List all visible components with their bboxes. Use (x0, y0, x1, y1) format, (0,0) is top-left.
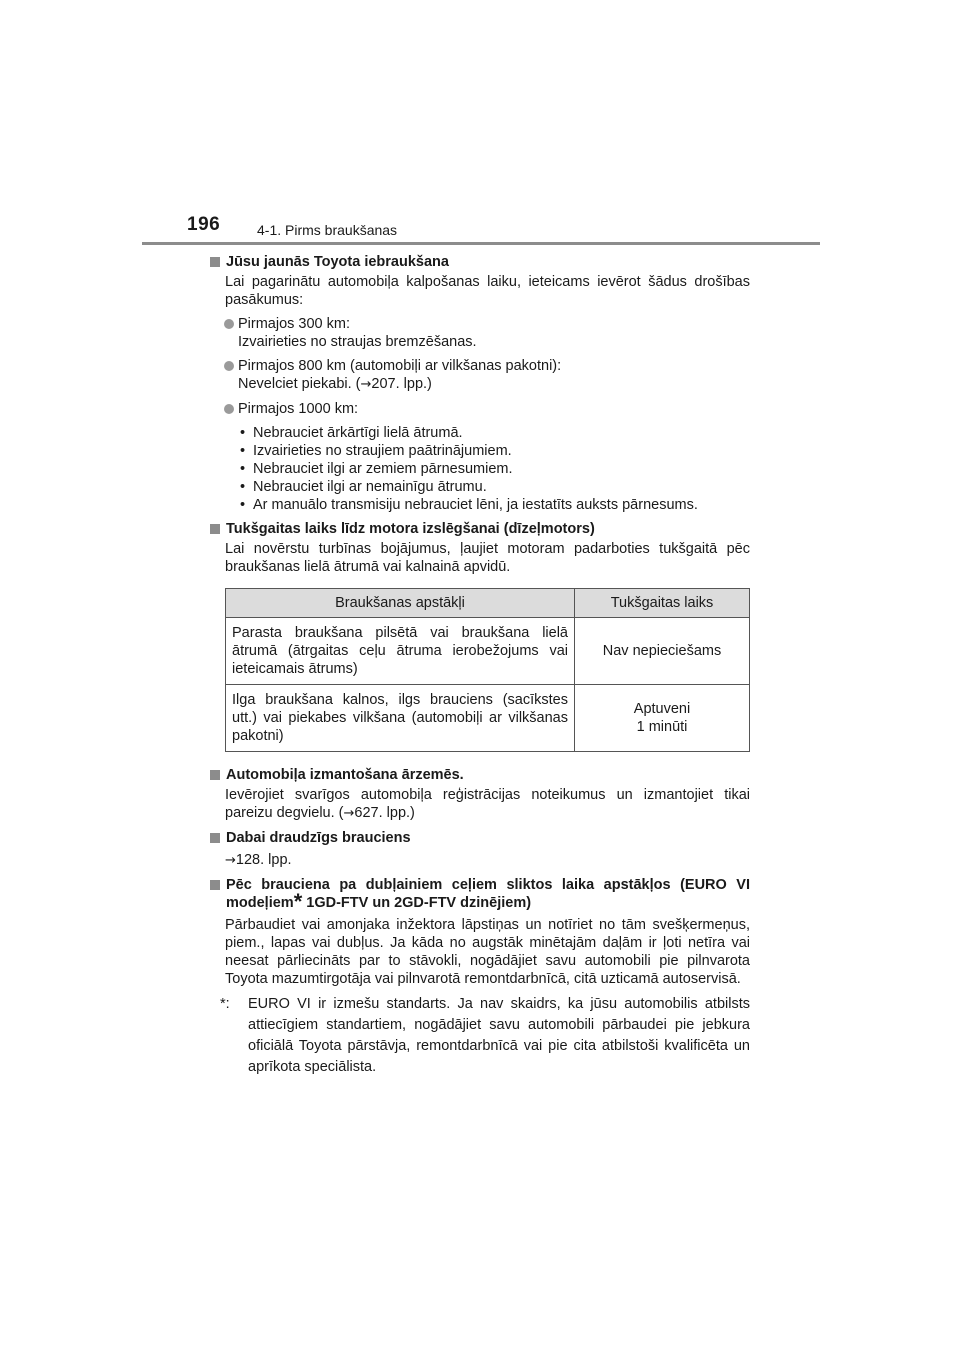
muddy-roads-body: Pārbaudiet vai amonjaka inžektora lāpstiņas un notīriet no tām svešķermeņus, piem., lapas vai dubļus. Ja kāda no augstāk minētajām daļām ir ļoti netīra vai neesat pārliecināts par to stāvokli, nogādājiet savu automobili pie pilnvarota Toyota mazumtirgotāja vai pilnvarotā remontdarbnīcā, citā uzticamā autoservisā. (225, 917, 750, 987)
square-bullet-icon (210, 524, 220, 534)
eco-driving-ref (210, 851, 750, 870)
cell-line: 1 minūti (636, 719, 688, 735)
heading-text: Dabai draudzīgs brauciens (226, 830, 411, 846)
sub-list (210, 424, 750, 514)
list-item: • Nebrauciet ilgi ar nemainīgu ātrumu. (240, 478, 750, 496)
bullet-line: Pirmajos 1000 km: (238, 401, 359, 417)
page-reference-link[interactable]: 128. lpp. (235, 852, 292, 868)
page-number: 196 (187, 214, 221, 235)
breaking-in-intro: Lai pagarinātu automobiļa kalpošanas laiku, ieteicams ievērot šādus drošības pasākumus: (225, 274, 750, 308)
footnote (210, 994, 750, 1078)
heading-breaking-in (210, 253, 750, 271)
heading-text: 1GD-FTV un 2GD-FTV dzinējiem) (302, 895, 532, 911)
square-bullet-icon (210, 833, 220, 843)
footnote-text: EURO VI ir izmešu standarts. Ja nav skaidrs, ka jūsu automobilis atbilsts attiecīgiem standartiem, nogādājiet savu automobili pārbaudei pie jebkura oficiālā Toyota pārstāvja, remontdarbnīcā vai pie cita atbilstoši kvalificēta un aprīkota speciālista. (248, 996, 750, 1075)
bullet-300km (210, 315, 750, 351)
idle-time-body: Lai novērstu turbīnas bojājumus, ļaujiet motoram padarboties tukšgaitā pēc braukšanas lielā ātrumā vai kalnainā apvidū. (225, 541, 750, 575)
header-divider (142, 242, 820, 245)
list-item: • Nebrauciet ārkārtīgi lielā ātrumā. (240, 424, 750, 442)
abroad-body (210, 786, 750, 823)
bullet-line: Izvairieties no straujas bremzēšanas. (238, 334, 477, 350)
circle-bullet-icon (224, 319, 234, 329)
asterisk-mark: * (293, 889, 303, 914)
bullet-800km (210, 357, 750, 394)
square-bullet-icon (210, 257, 220, 267)
heading-abroad (210, 766, 750, 784)
circle-bullet-icon (224, 361, 234, 371)
list-item: • Nebrauciet ilgi ar zemiem pārnesumiem. (240, 460, 750, 478)
heading-text: Pēc brauciena pa dubļainiem ceļiem sliktos laika apstākļos (EURO VI modeļiem (226, 877, 750, 911)
heading-eco-driving (210, 829, 750, 847)
footnote-mark: *: (220, 996, 230, 1012)
text: Ievērojiet svarīgos automobiļa reģistrācijas noteikumus un izmantojiet tikai pareizu degvielu. ( (225, 787, 750, 821)
bullet-line (238, 375, 750, 394)
list-item: • Izvairieties no straujiem paātrinājumiem. (240, 442, 750, 460)
arrow-right-icon: → (360, 377, 372, 392)
list-item: • Ar manuālo transmisiju nebrauciet lēni, ja iestatīts auksts pārnesums. (240, 496, 750, 514)
heading-text: Jūsu jaunās Toyota iebraukšana (226, 254, 449, 270)
table-row (226, 618, 750, 685)
section-label: 4-1. Pirms braukšanas (257, 222, 398, 238)
page-reference-link[interactable]: 207. lpp.) (371, 376, 432, 392)
circle-bullet-icon (224, 404, 234, 414)
table-cell (575, 685, 750, 752)
square-bullet-icon (210, 770, 220, 780)
heading-text: Tukšgaitas laiks līdz motora izslēgšanai (dīzeļmotors) (226, 521, 595, 537)
page-content (210, 253, 750, 1078)
table-cell: Ilga braukšana kalnos, ilgs brauciens (sacīkstes utt.) vai piekabes vilkšana (automobiļi ar vilkšanas pakotni) (226, 685, 575, 752)
bullet-line: Pirmajos 300 km: (238, 316, 351, 332)
square-bullet-icon (210, 880, 220, 890)
table-cell: Nav nepieciešams (575, 618, 750, 685)
table-row (226, 685, 750, 752)
column-header: Braukšanas apstākļi (226, 589, 575, 618)
table-header-row (226, 589, 750, 618)
bullet-1000km (210, 400, 750, 418)
column-header: Tukšgaitas laiks (575, 589, 750, 618)
text: Nevelciet piekabi. ( (238, 376, 361, 392)
table-cell: Parasta braukšana pilsētā vai braukšana lielā ātrumā (ātrgaitas ceļu ātruma ierobežojums vai ieteicamais ātrums) (226, 618, 575, 685)
page-reference-link[interactable]: 627. lpp.) (354, 805, 415, 821)
bullet-line: Pirmajos 800 km (automobiļi ar vilkšanas pakotni): (238, 358, 562, 374)
arrow-right-icon: → (225, 853, 236, 868)
heading-muddy-roads (210, 876, 750, 912)
idle-time-table (225, 588, 750, 752)
cell-line: Aptuveni (633, 701, 691, 717)
heading-text: Automobiļa izmantošana ārzemēs. (226, 767, 464, 783)
arrow-right-icon: → (343, 806, 355, 821)
heading-idle-time (210, 520, 750, 538)
